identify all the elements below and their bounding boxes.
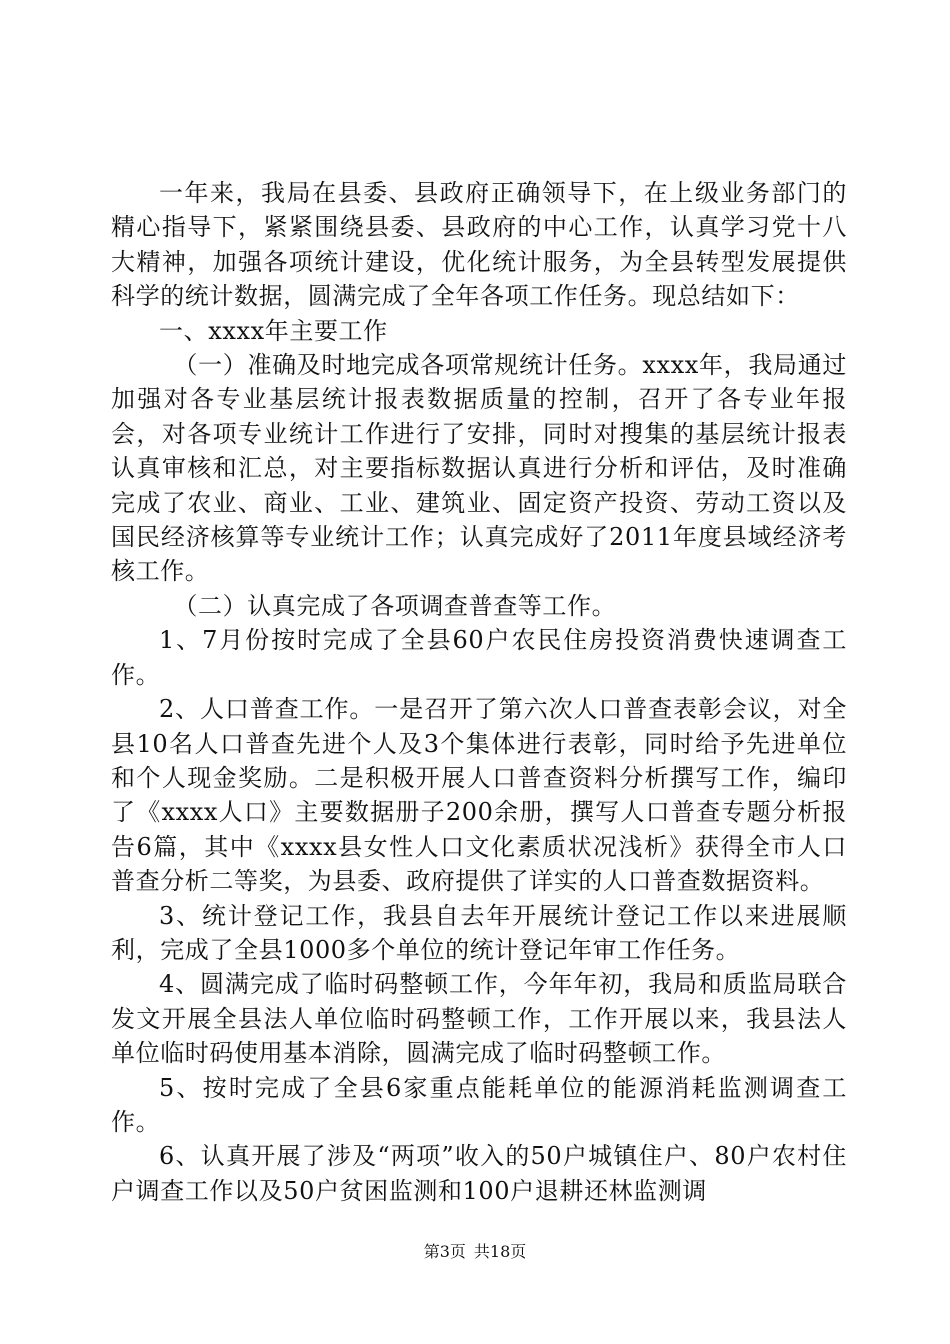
paragraph-intro: 一年来，我局在县委、县政府正确领导下，在上级业务部门的精心指导下，紧紧围绕县委、县政府的中心工作，认真学习党十八大精神，加强各项统计建设，优化统计服务，为全县转型发展提供科学的统计数据，圆满完成了全年各项工作任务。现总结如下： — [111, 179, 847, 311]
list-item-household-survey: 6、认真开展了涉及“两项”收入的50户城镇住户、80户农村住户调查工作以及50户贫困监测和100户退耕还林监测调 — [111, 1142, 847, 1205]
section-heading-main-work: 一、xxxx年主要工作 — [159, 316, 388, 345]
list-item-registration: 3、统计登记工作，我县自去年开展统计登记工作以来进展顺利，完成了全县1000多个单位的统计登记年审工作任务。 — [111, 901, 847, 964]
list-item-energy-monitoring: 5、按时完成了全县6家重点能耗单位的能源消耗监测调查工作。 — [111, 1073, 847, 1136]
page-number-total: 共18页 — [473, 1242, 527, 1261]
subheading-surveys: （二）认真完成了各项调查普查等工作。 — [173, 591, 617, 620]
page-footer — [0, 1242, 950, 1262]
document-body — [111, 176, 847, 1208]
list-item-census: 2、人口普查工作。一是召开了第六次人口普查表彰会议，对全县10名人口普查先进个人及3个集体进行表彰，同时给予先进单位和个人现金奖励。二是积极开展人口普查资料分析撰写工作，编印了《xxxx人口》主要数据册子200余册，撰写人口普查专题分析报告6篇，其中《xxxx县女性人口文化素质状况浅析》获得全市人口普查分析二等奖，为县委、政府提供了详实的人口普查数据资料。 — [111, 695, 847, 896]
page-number-current: 第3页 — [423, 1242, 466, 1261]
list-item-temporary-code: 4、圆满完成了临时码整顿工作，今年年初，我局和质监局联合发文开展全县法人单位临时码整顿工作，工作开展以来，我县法人单位临时码使用基本消除，圆满完成了临时码整顿工作。 — [111, 970, 847, 1068]
list-item-housing-survey: 1、7月份按时完成了全县60户农民住房投资消费快速调查工作。 — [111, 626, 847, 689]
paragraph-routine-statistics: （一）准确及时地完成各项常规统计任务。xxxx年，我局通过加强对各专业基层统计报表数据质量的控制，召开了各专业年报会，对各项专业统计工作进行了安排，同时对搜集的基层统计报表认真审核和汇总，对主要指标数据认真进行分析和评估，及时准确完成了农业、商业、工业、建筑业、固定资产投资、劳动工资以及国民经济核算等专业统计工作；认真完成好了2011年度县域经济考核工作。 — [111, 351, 847, 586]
